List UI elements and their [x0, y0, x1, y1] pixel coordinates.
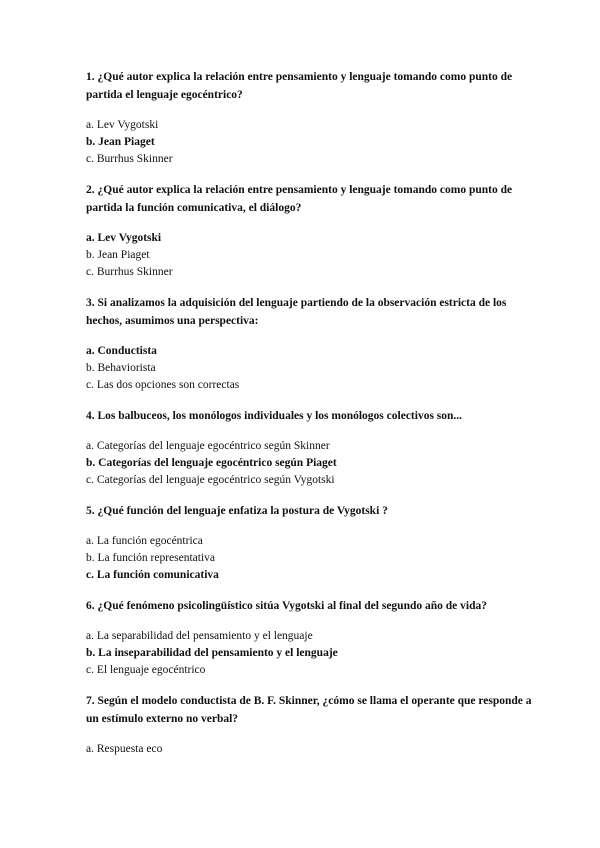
option: b. La función representativa [86, 552, 215, 564]
option-list [86, 533, 536, 584]
option-list [86, 628, 536, 679]
question-text: 1. ¿Qué autor explica la relación entre pensamiento y lenguaje tomando como punto de partida el lenguaje egocéntrico? [86, 71, 513, 101]
question-text: 6. ¿Qué fenómeno psicolingüístico sitúa Vygotski al final del segundo año de vida? [86, 600, 487, 612]
question-text: 7. Según el modelo conductista de B. F. Skinner, ¿cómo se llama el operante que responde a un estímulo externo no verbal? [86, 695, 532, 725]
option: c. Las dos opciones son correctas [86, 379, 240, 391]
option-list [86, 438, 536, 489]
question-text: 5. ¿Qué función del lenguaje enfatiza la postura de Vygotski ? [86, 505, 388, 517]
option: a. La separabilidad del pensamiento y el lenguaje [86, 630, 313, 642]
question-block [86, 407, 536, 489]
option: b. Behaviorista [86, 362, 156, 374]
quiz-page [86, 68, 536, 771]
option: c. Burrhus Skinner [86, 153, 173, 165]
correct-option: a. Conductista [86, 345, 157, 357]
correct-option: b. La inseparabilidad del pensamiento y el lenguaje [86, 647, 338, 659]
option: a. Categorías del lenguaje egocéntrico según Skinner [86, 440, 330, 452]
question-text: 2. ¿Qué autor explica la relación entre pensamiento y lenguaje tomando como punto de partida la función comunicativa, el diálogo? [86, 184, 513, 214]
option-list [86, 117, 536, 168]
question-text: 3. Si analizamos la adquisición del lenguaje partiendo de la observación estricta de los hechos, asumimos una perspectiva: [86, 297, 507, 327]
option: c. El lenguaje egocéntrico [86, 664, 206, 676]
correct-option: b. Jean Piaget [86, 136, 155, 148]
option-list [86, 230, 536, 281]
correct-option: c. La función comunicativa [86, 569, 219, 581]
question-block [86, 294, 536, 394]
option-list [86, 343, 536, 394]
question-block [86, 181, 536, 281]
question-block [86, 597, 536, 679]
question-block [86, 68, 536, 168]
option-list [86, 741, 536, 758]
correct-option: b. Categorías del lenguaje egocéntrico según Piaget [86, 457, 337, 469]
option: c. Categorías del lenguaje egocéntrico según Vygotski [86, 474, 335, 486]
option: b. Jean Piaget [86, 249, 150, 261]
option: a. La función egocéntrica [86, 535, 203, 547]
option: c. Burrhus Skinner [86, 266, 173, 278]
correct-option: a. Lev Vygotski [86, 232, 162, 244]
question-block [86, 692, 536, 758]
option: a. Lev Vygotski [86, 119, 159, 131]
question-block [86, 502, 536, 584]
question-text: 4. Los balbuceos, los monólogos individuales y los monólogos colectivos son... [86, 410, 463, 422]
option: a. Respuesta eco [86, 743, 163, 755]
